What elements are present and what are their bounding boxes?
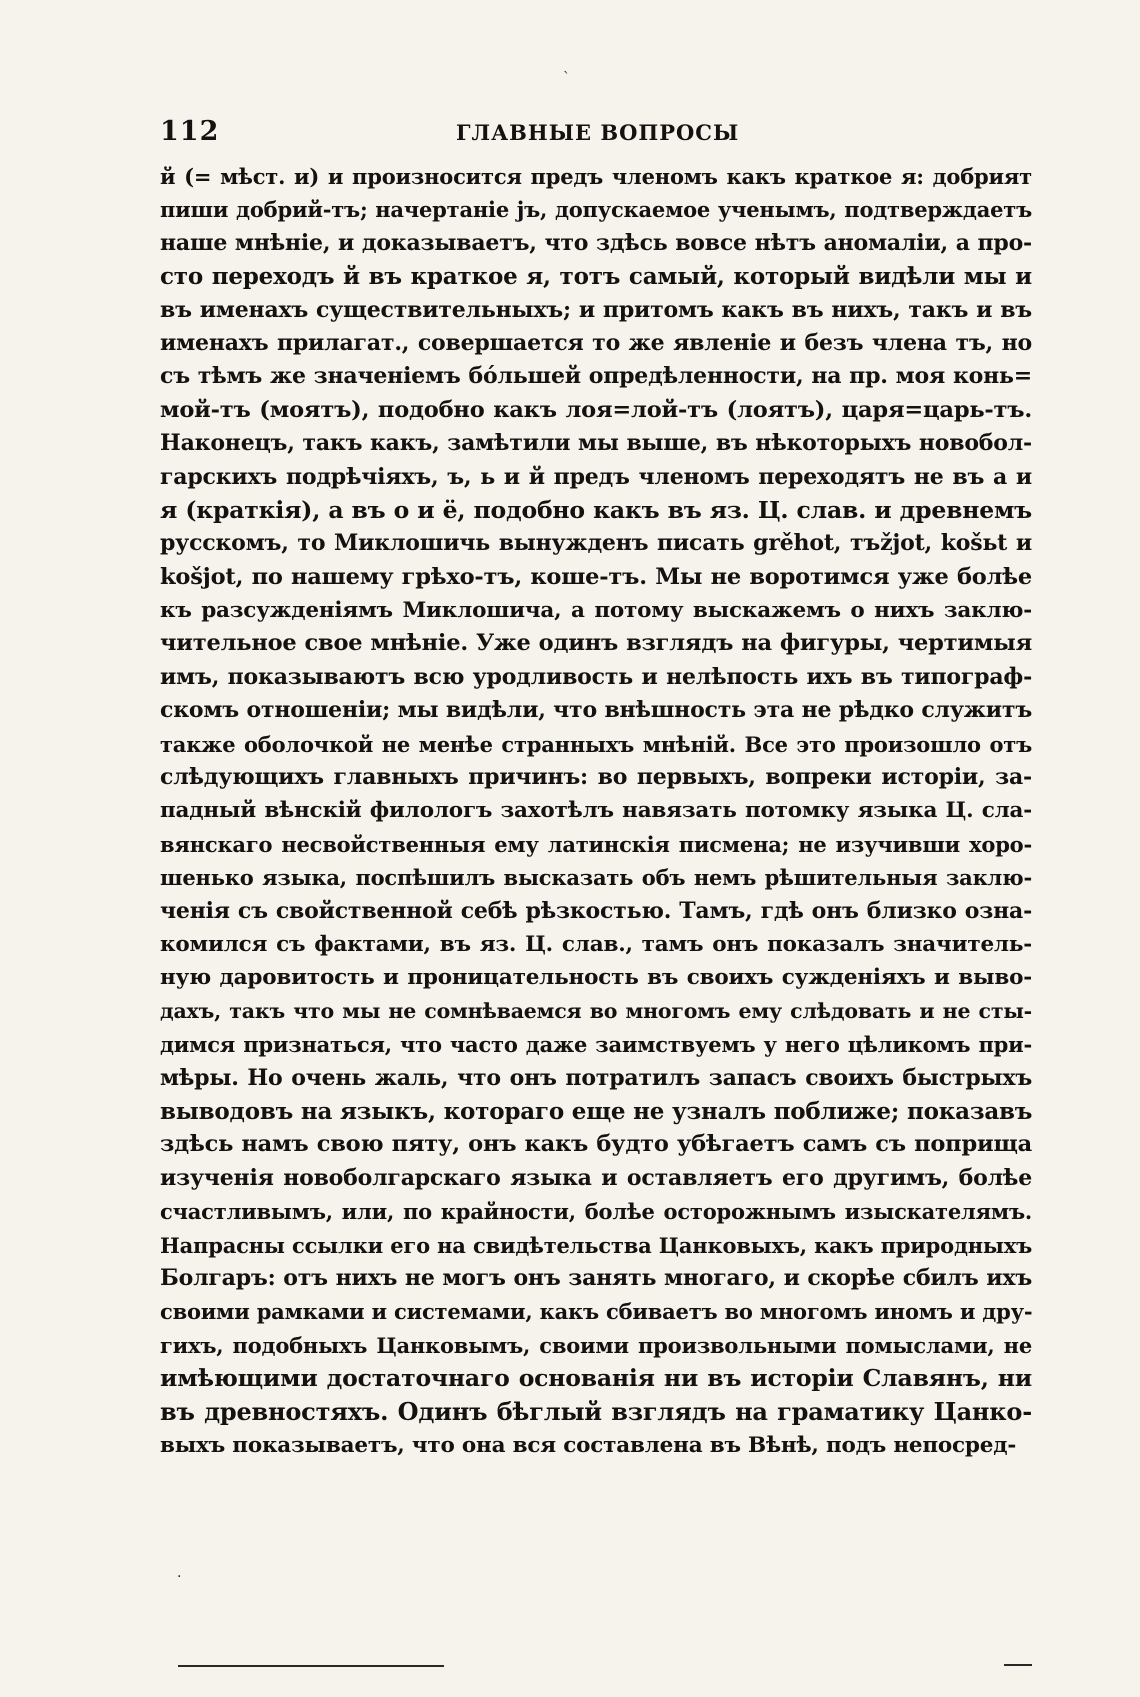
text-line: гихъ, подобныхъ Цанковымъ, своими произвольными помыслами, не bbox=[160, 1332, 1032, 1358]
text-line: выводовъ на языкъ, котораго еще не узналъ поближе; показавъ bbox=[160, 1097, 1032, 1125]
text-line: комился съ фактами, въ яз. Ц. слав., тамъ онъ показалъ значитель- bbox=[160, 931, 1032, 957]
text-line: ченія съ свойственной себѣ рѣзкостью. Тамъ, гдѣ онъ близко озна- bbox=[160, 897, 1032, 924]
page-header bbox=[160, 116, 1032, 150]
text-line: именахъ прилагат., совершается то же явленіе и безъ члена тъ, но bbox=[160, 329, 1032, 356]
text-line: košjot, по нашему грѣхо-тъ, коше-тъ. Мы не воротимся уже болѣе bbox=[160, 563, 1032, 590]
text-line: вянскаго несвойственныя ему латинскія писмена; не изучивши хоро- bbox=[160, 831, 1032, 857]
text-line: скомъ отношеніи; мы видѣли, что внѣшность эта не рѣдко служитъ bbox=[160, 697, 1032, 724]
text-line: мѣры. Но очень жаль, что онъ потратилъ запасъ своихъ быстрыхъ bbox=[160, 1064, 1032, 1091]
text-line: пиши добрий-тъ; начертаніе jъ, допускаемое ученымъ, подтверждаетъ bbox=[160, 197, 1032, 223]
text-line: русскомъ, то Миклошичь вынужденъ писать grěhot, тъžjot, košьt и bbox=[160, 530, 1032, 557]
page-number: 112 bbox=[160, 116, 220, 147]
text-line: я (краткія), а въ о и ё, подобно какъ въ яз. Ц. слав. и древнемъ bbox=[160, 495, 1032, 524]
body-text bbox=[160, 160, 1032, 1462]
text-line: здѣсь намъ свою пяту, онъ какъ будто убѣгаетъ самъ съ поприща bbox=[160, 1131, 1032, 1158]
text-line: падный вѣнскій филологъ захотѣлъ навязать потомку языка Ц. сла- bbox=[160, 798, 1032, 824]
text-line: имѣющими достаточнаго основанія ни въ исторіи Славянъ, ни bbox=[160, 1364, 1032, 1393]
text-line: въ древностяхъ. Одинъ бѣглый взглядъ на граматику Цанко- bbox=[160, 1397, 1032, 1427]
text-line: чительное свое мнѣніе. Уже одинъ взглядъ на фигуры, чертимыя bbox=[160, 630, 1032, 657]
text-line: гарскихъ подрѣчіяхъ, ъ, ь и й предъ членомъ переходятъ не въ а и bbox=[160, 463, 1032, 490]
text-line: дахъ, такъ что мы не сомнѣваемся во многомъ ему слѣдовать и не сты- bbox=[160, 998, 1032, 1023]
text-line: й (= мѣст. и) и произносится предъ членомъ какъ краткое я: добрият bbox=[160, 164, 1032, 189]
text-line: своими рамками и системами, какъ сбиваетъ во многомъ иномъ и дру- bbox=[160, 1299, 1032, 1325]
text-line: счастливымъ, или, по крайности, болѣе осторожнымъ изыскателямъ. bbox=[160, 1199, 1032, 1225]
text-line: также оболочкой не менѣе странныхъ мнѣній. Все это произошло отъ bbox=[160, 731, 1032, 757]
footer-rule bbox=[178, 1665, 444, 1667]
text-line: мой-тъ (моятъ), подобно какъ лоя=лой-тъ (лоятъ), царя=царь-тъ. bbox=[160, 396, 1032, 423]
text-line: Болгаръ: отъ нихъ не могъ онъ занять многаго, и скорѣе сбилъ ихъ bbox=[160, 1264, 1032, 1291]
text-line: Наконецъ, такъ какъ, замѣтили мы выше, въ нѣкоторыхъ новобол- bbox=[160, 430, 1032, 457]
text-line: съ тѣмъ же значеніемъ бóльшей опредѣленности, на пр. моя конь= bbox=[160, 363, 1032, 390]
ink-speck: ˋ bbox=[563, 70, 570, 86]
text-line: наше мнѣніе, и доказываетъ, что здѣсь вовсе нѣтъ аномаліи, а про- bbox=[160, 229, 1032, 256]
text-line: шенько языка, поспѣшилъ высказать объ немъ рѣшительныя заклю- bbox=[160, 865, 1032, 891]
footer-rule bbox=[1004, 1664, 1032, 1666]
text-line: сто переходъ й въ краткое я, тотъ самый, который видѣли мы и bbox=[160, 263, 1032, 291]
text-line: къ разсужденіямъ Миклошича, а потому выскажемъ о нихъ заклю- bbox=[160, 598, 1032, 624]
text-line: изученія новоболгарскаго языка и оставляетъ его другимъ, болѣе bbox=[160, 1164, 1032, 1191]
text-line: слѣдующихъ главныхъ причинъ: во первыхъ, вопреки исторіи, за- bbox=[160, 764, 1032, 791]
text-line: въ именахъ существительныхъ; и притомъ какъ въ нихъ, такъ и въ bbox=[160, 296, 1032, 323]
text-line: Напрасны ссылки его на свидѣтельства Цанковыхъ, какъ природныхъ bbox=[160, 1232, 1032, 1258]
text-line: имъ, показываютъ всю уродливость и нелѣпость ихъ въ типограф- bbox=[160, 663, 1032, 690]
text-line: димся признаться, что часто даже заимствуемъ у него цѣликомъ при- bbox=[160, 1032, 1032, 1058]
text-line: ную даровитость и проницательность въ своихъ сужденіяхъ и выво- bbox=[160, 965, 1032, 991]
running-head: ГЛАВНЫЕ ВОПРОСЫ bbox=[456, 120, 740, 145]
text-line: выхъ показываетъ, что она вся составлена въ Вѣнѣ, подъ непосред- bbox=[160, 1432, 1017, 1458]
ink-speck: · bbox=[177, 1569, 182, 1585]
